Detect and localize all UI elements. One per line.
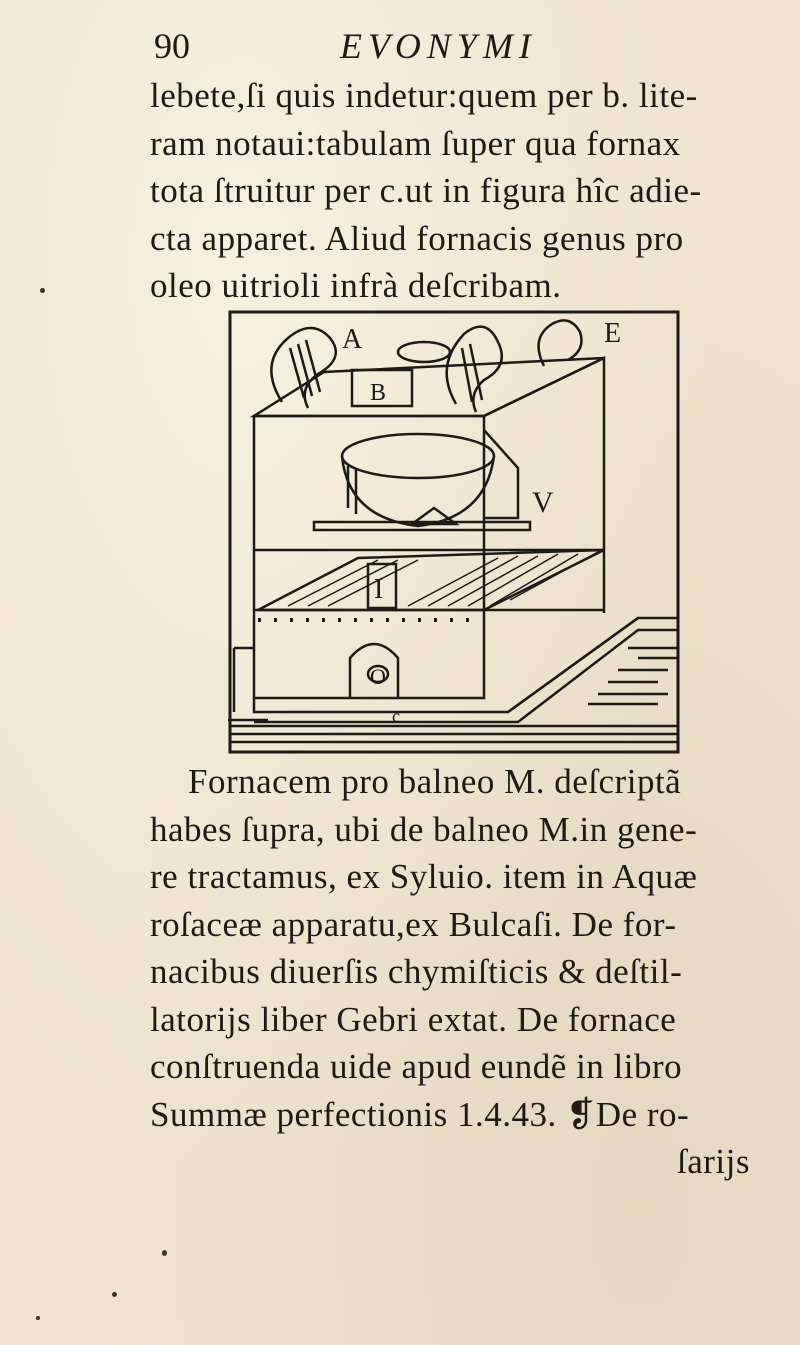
text-line: ram notaui:tabulam ſuper qua fornax (150, 123, 681, 163)
text-line: habes ſupra, ubi de balneo M.in gene- (150, 809, 698, 849)
catchword: ſarijs (677, 1142, 750, 1181)
text-line: cta apparet. Aliud fornacis genus pro (150, 218, 684, 258)
text-line: Summæ perfectionis 1.4.43. ❡De ro- (150, 1094, 690, 1134)
label-a: A (342, 324, 363, 355)
paper-speck (162, 1250, 167, 1256)
text-line: nacibus diuerſis chymiſticis & deſtil- (150, 952, 683, 991)
label-c: c (392, 706, 400, 726)
label-o: O (370, 664, 386, 689)
text-block-bottom (150, 758, 780, 1186)
label-e: E (604, 318, 622, 349)
text-line: roſaceæ apparatu,ex Bulcaſi. De for- (150, 904, 677, 944)
text-line: lebete,ſi quis indetur:quem per b. lite- (150, 76, 698, 115)
page-header (154, 18, 634, 74)
paper-speck (40, 288, 45, 293)
text-line: tota ſtruitur per c.ut in figura hîc adie- (150, 171, 702, 210)
folio-number: 90 (154, 26, 190, 66)
paper-speck (36, 1316, 40, 1320)
label-v: V (532, 486, 554, 519)
text-block-top (150, 72, 780, 310)
text-line: oleo uitrioli infrà deſcribam. (150, 266, 562, 305)
text-line: re tractamus, ex Syluio. item in Aquæ (150, 857, 698, 896)
running-head: EVONYMI (340, 26, 537, 66)
label-i: I (374, 574, 384, 605)
label-b: B (370, 380, 387, 406)
text-line: Fornacem pro balneo M. deſcriptã (188, 762, 682, 801)
paper-speck (112, 1292, 117, 1297)
text-line: conſtruenda uide apud eundẽ in libro (150, 1047, 683, 1086)
furnace-woodcut (228, 308, 680, 756)
text-line: latorijs liber Gebri extat. De fornace (150, 999, 677, 1039)
woodcut-illustration (228, 308, 680, 756)
